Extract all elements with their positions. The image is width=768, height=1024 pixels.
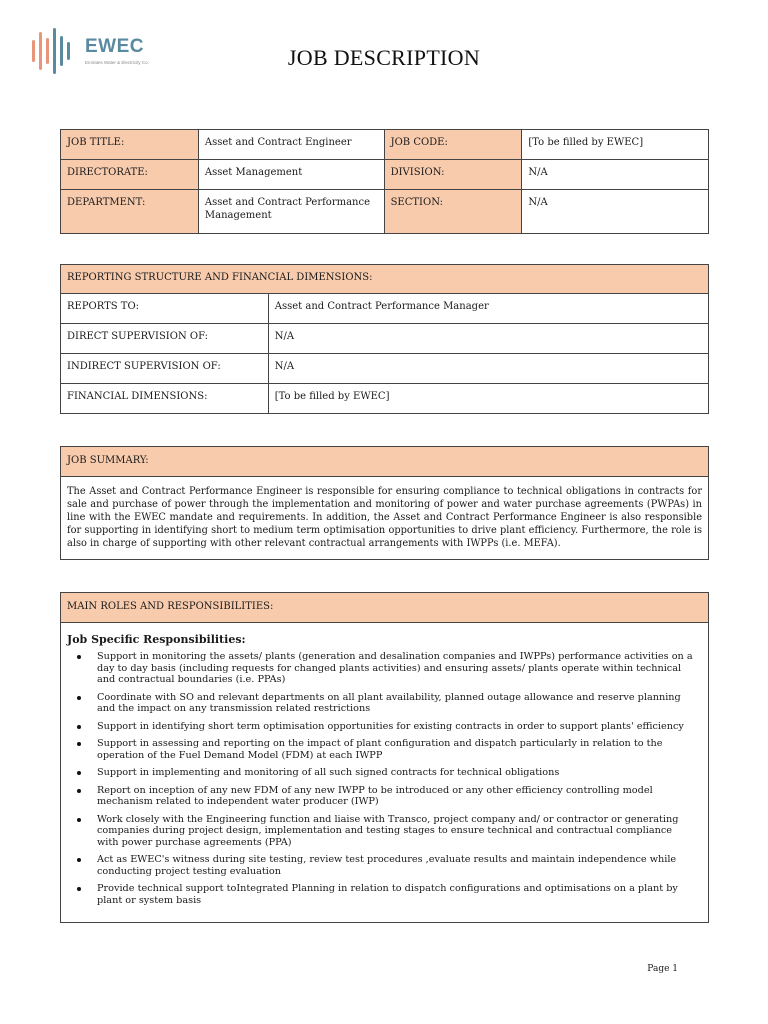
- list-item-text: Support in assessing and reporting on the impact of plant configuration and dispatch particularly in relation to the operation of the Fuel Demand Model (FDM) at each IWPP: [97, 738, 663, 761]
- indirect-supervision-label: INDIRECT SUPERVISION OF:: [61, 354, 269, 384]
- bullet-icon: [77, 696, 81, 700]
- financial-dimensions-label: FINANCIAL DIMENSIONS:: [61, 384, 269, 414]
- section-value: N/A: [522, 190, 709, 234]
- list-item-text: Provide technical support toIntegrated Planning in relation to dispatch configurations and optimisations on a plant by plant or system basis: [97, 883, 678, 906]
- list-item: [97, 854, 694, 877]
- list-item: [97, 692, 694, 715]
- bullet-icon: [77, 725, 81, 729]
- division-value: N/A: [522, 160, 709, 190]
- direct-supervision-value: N/A: [268, 324, 708, 354]
- reports-to-label: REPORTS TO:: [61, 294, 269, 324]
- indirect-supervision-value: N/A: [268, 354, 708, 384]
- bullet-icon: [77, 789, 81, 793]
- job-code-value: [To be filled by EWEC]: [522, 130, 709, 160]
- job-summary-header: JOB SUMMARY:: [61, 447, 708, 477]
- roles-subheader: Job Specific Responsibilities:: [67, 633, 246, 646]
- division-label: DIVISION:: [384, 160, 522, 190]
- reporting-table: [60, 264, 709, 414]
- list-item: [97, 785, 694, 808]
- page-title: JOB DESCRIPTION: [287, 45, 481, 70]
- list-item: [97, 721, 694, 733]
- bullet-icon: [77, 655, 81, 659]
- bullet-icon: [77, 818, 81, 822]
- list-item-text: Work closely with the Engineering function and liaise with Transco, project company and/ or contractor or generating companies during project design, implementation and testing stages to ensure technical and contractual compliance with power purchase agreements (PPA): [97, 813, 679, 848]
- logo-name: EWEC: [85, 36, 144, 57]
- list-item-text: Report on inception of any new FDM of any new IWPP to be introduced or any other efficiency controlling model mechanism related to independent water producer (IWP): [97, 784, 653, 807]
- roles-section: [60, 592, 709, 923]
- logo-tagline: Emirates Water & Electricity Co.: [85, 60, 149, 65]
- page-number: Page 1: [647, 964, 678, 974]
- job-title-label: JOB TITLE:: [61, 130, 199, 160]
- job-info-table: [60, 129, 709, 234]
- responsibilities-list: [61, 651, 708, 906]
- job-summary-text: The Asset and Contract Performance Engineer is responsible for ensuring compliance to technical obligations in contracts for sale and purchase of power through the implementation and monitoring of power and water purchase agreements (PWPAs) in line with the EWEC mandate and requirements. In addition, the Asset and Contract Performance Engineer is also responsible for supporting in identifying short to medium term optimisation opportunities to drive plant efficiency. Furthermore, the role is also in charge of supporting with other relevant contractual arrangements with IWPPs (i.e. MEFA).: [67, 486, 702, 549]
- list-item-text: Coordinate with SO and relevant departments on all plant availability, planned outage allowance and reserve planning and the impact on any transmission related restrictions: [97, 691, 681, 714]
- bullet-icon: [77, 771, 81, 775]
- job-code-label: JOB CODE:: [384, 130, 522, 160]
- list-item: [97, 883, 694, 906]
- list-item-text: Support in identifying short term optimisation opportunities for existing contracts in order to support plants' efficiency: [97, 720, 684, 732]
- bullet-icon: [77, 887, 81, 891]
- list-item: [97, 814, 694, 849]
- section-label: SECTION:: [384, 190, 522, 234]
- job-title-value: Asset and Contract Engineer: [198, 130, 384, 160]
- financial-dimensions-value: [To be filled by EWEC]: [268, 384, 708, 414]
- bullet-icon: [77, 742, 81, 746]
- list-item-text: Support in implementing and monitoring of all such signed contracts for technical obligations: [97, 767, 560, 778]
- list-item: [97, 738, 694, 761]
- department-label: DEPARTMENT:: [61, 190, 199, 234]
- directorate-value: Asset Management: [198, 160, 384, 190]
- list-item-text: Act as EWEC's witness during site testing, review test procedures ,evaluate results and maintain independence while conducting project testing evaluation: [97, 854, 677, 877]
- list-item: [97, 767, 694, 779]
- list-item-text: Support in monitoring the assets/ plants (generation and desalination companies and IWPPs) performance activities on a day to day basis (including requests for changed plants activities) and ensuring assets/ plants operate within technical and contractual boundaries (i.e. PPAs): [97, 651, 693, 685]
- department-value: Asset and Contract Performance Management: [198, 190, 384, 234]
- bullet-icon: [77, 858, 81, 862]
- job-summary-section: [60, 446, 709, 560]
- reporting-header: REPORTING STRUCTURE AND FINANCIAL DIMENSIONS:: [61, 265, 709, 294]
- directorate-label: DIRECTORATE:: [61, 160, 199, 190]
- roles-header: MAIN ROLES AND RESPONSIBILITIES:: [61, 593, 708, 623]
- list-item: [97, 651, 694, 686]
- reports-to-value: Asset and Contract Performance Manager: [268, 294, 708, 324]
- direct-supervision-label: DIRECT SUPERVISION OF:: [61, 324, 269, 354]
